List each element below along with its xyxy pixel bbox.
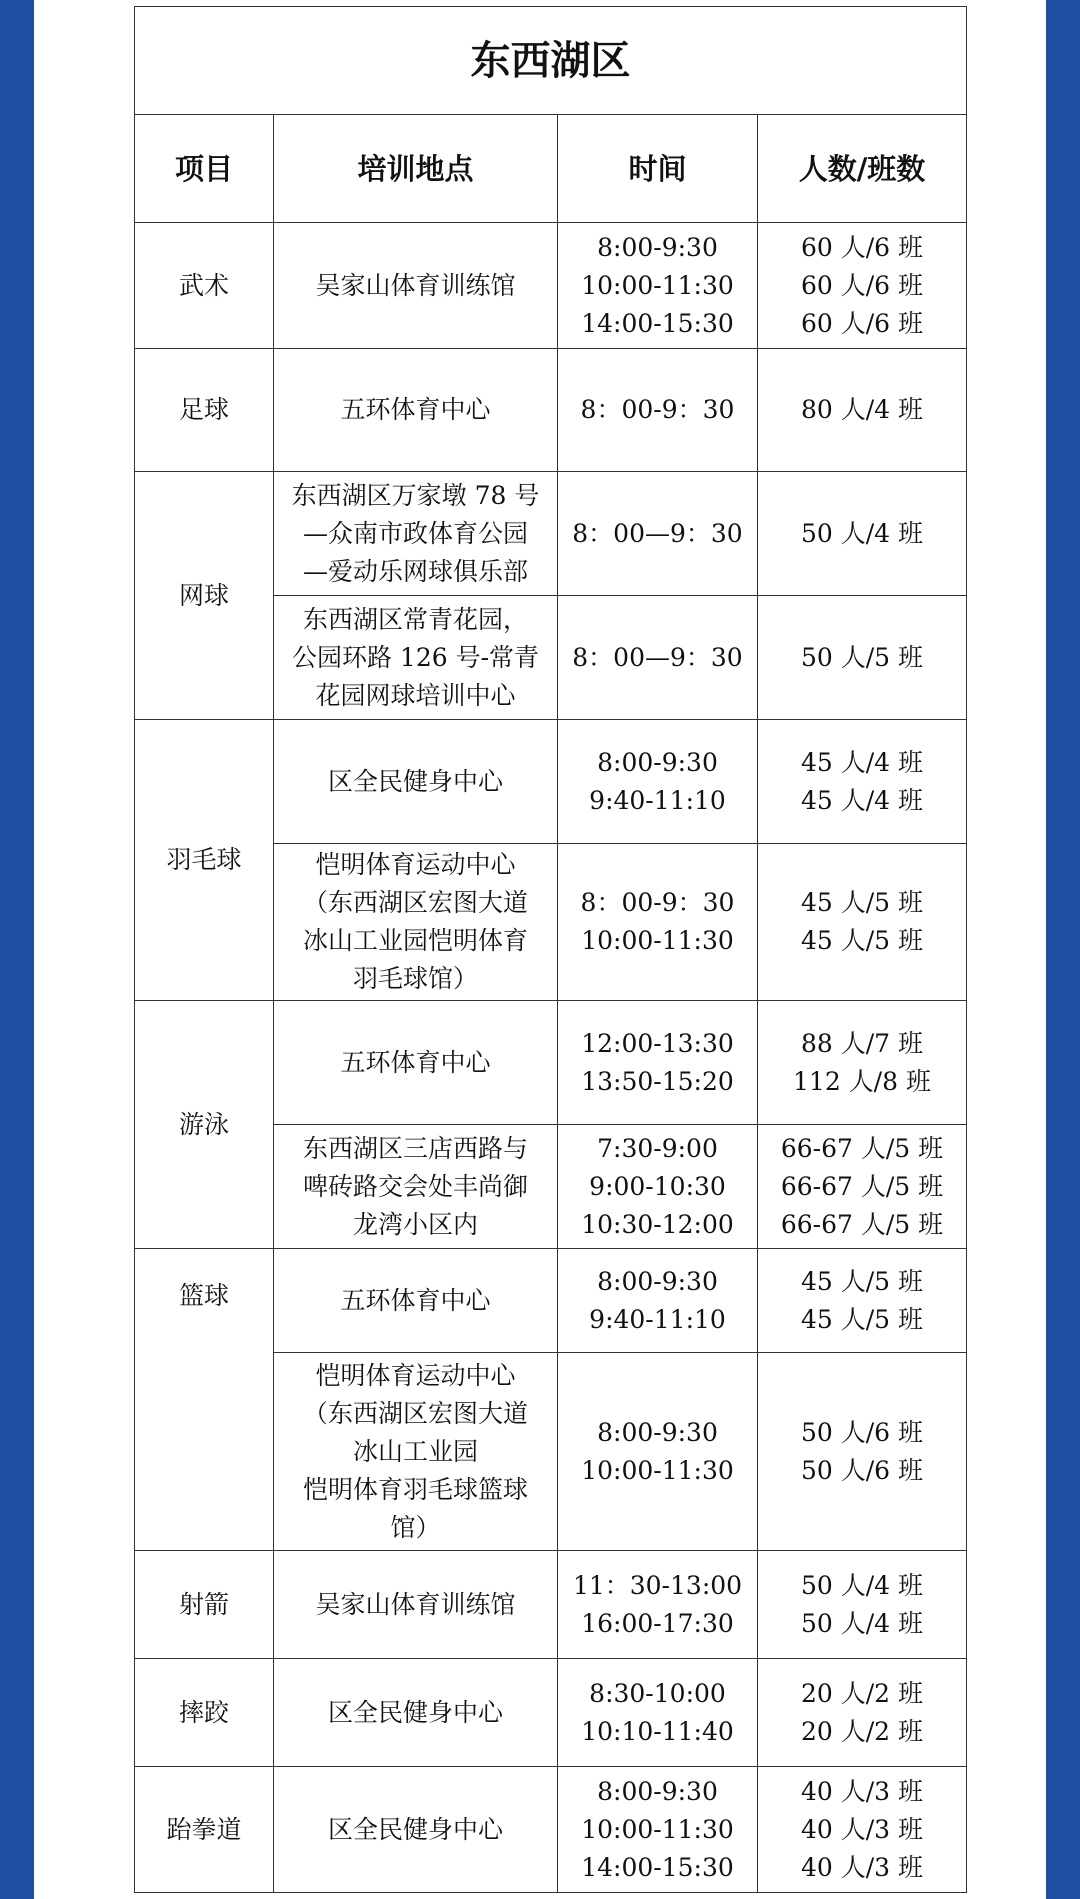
header-project: 项目 — [135, 115, 274, 223]
table-row — [135, 1659, 967, 1767]
project-cell: 篮球 — [135, 1249, 274, 1551]
count-cell: 50 人/4 班 50 人/4 班 — [758, 1551, 967, 1659]
time-cell: 8:00-9:30 10:00-11:30 14:00-15:30 — [558, 223, 758, 349]
time-cell: 8:00-9:30 10:00-11:30 14:00-15:30 — [558, 1767, 758, 1893]
schedule-table — [134, 6, 967, 1893]
table-row — [135, 1551, 967, 1659]
time-cell: 8:00-9:30 10:00-11:30 — [558, 1353, 758, 1551]
location-cell: 五环体育中心 — [274, 349, 558, 472]
time-cell: 8:00-9:30 9:40-11:10 — [558, 720, 758, 844]
location-cell: 区全民健身中心 — [274, 1659, 558, 1767]
count-cell: 60 人/6 班 60 人/6 班 60 人/6 班 — [758, 223, 967, 349]
time-cell: 8:30-10:00 10:10-11:40 — [558, 1659, 758, 1767]
count-cell: 50 人/4 班 — [758, 472, 967, 596]
location-cell: 东西湖区万家墩 78 号 —众南市政体育公园 —爱动乐网球俱乐部 — [274, 472, 558, 596]
title-row — [135, 7, 967, 115]
count-cell: 80 人/4 班 — [758, 349, 967, 472]
document-page — [34, 0, 1046, 1899]
project-cell: 游泳 — [135, 1001, 274, 1249]
header-count: 人数/班数 — [758, 115, 967, 223]
time-cell: 8：00—9：30 — [558, 596, 758, 720]
location-cell: 五环体育中心 — [274, 1001, 558, 1125]
count-cell: 66-67 人/5 班 66-67 人/5 班 66-67 人/5 班 — [758, 1125, 967, 1249]
location-cell: 东西湖区常青花园， 公园环路 126 号-常青 花园网球培训中心 — [274, 596, 558, 720]
project-cell: 跆拳道 — [135, 1767, 274, 1893]
location-cell: 区全民健身中心 — [274, 1767, 558, 1893]
location-cell: 恺明体育运动中心 （东西湖区宏图大道 冰山工业园 恺明体育羽毛球篮球 馆） — [274, 1353, 558, 1551]
time-cell: 8:00-9:30 9:40-11:10 — [558, 1249, 758, 1353]
project-cell: 足球 — [135, 349, 274, 472]
project-cell: 武术 — [135, 223, 274, 349]
time-cell: 8：00-9：30 10:00-11:30 — [558, 844, 758, 1001]
header-row — [135, 115, 967, 223]
project-cell: 摔跤 — [135, 1659, 274, 1767]
count-cell: 88 人/7 班 112 人/8 班 — [758, 1001, 967, 1125]
count-cell: 40 人/3 班 40 人/3 班 40 人/3 班 — [758, 1767, 967, 1893]
header-location: 培训地点 — [274, 115, 558, 223]
project-cell: 网球 — [135, 472, 274, 720]
count-cell: 50 人/5 班 — [758, 596, 967, 720]
time-cell: 11：30-13:00 16:00-17:30 — [558, 1551, 758, 1659]
location-cell: 东西湖区三店西路与 啤砖路交会处丰尚御 龙湾小区内 — [274, 1125, 558, 1249]
time-cell: 8：00—9：30 — [558, 472, 758, 596]
table-row — [135, 1767, 967, 1893]
table-row — [135, 1001, 967, 1125]
location-cell: 区全民健身中心 — [274, 720, 558, 844]
location-cell: 五环体育中心 — [274, 1249, 558, 1353]
table-row — [135, 472, 967, 596]
table-row — [135, 223, 967, 349]
project-cell: 射箭 — [135, 1551, 274, 1659]
count-cell: 20 人/2 班 20 人/2 班 — [758, 1659, 967, 1767]
location-cell: 吴家山体育训练馆 — [274, 1551, 558, 1659]
time-cell: 12:00-13:30 13:50-15:20 — [558, 1001, 758, 1125]
count-cell: 45 人/5 班 45 人/5 班 — [758, 1249, 967, 1353]
table-row — [135, 720, 967, 844]
location-cell: 恺明体育运动中心 （东西湖区宏图大道 冰山工业园恺明体育 羽毛球馆） — [274, 844, 558, 1001]
project-cell: 羽毛球 — [135, 720, 274, 1001]
count-cell: 50 人/6 班 50 人/6 班 — [758, 1353, 967, 1551]
table-title: 东西湖区 — [135, 7, 967, 115]
table-row — [135, 1249, 967, 1353]
time-cell: 8：00-9：30 — [558, 349, 758, 472]
count-cell: 45 人/4 班 45 人/4 班 — [758, 720, 967, 844]
count-cell: 45 人/5 班 45 人/5 班 — [758, 844, 967, 1001]
time-cell: 7:30-9:00 9:00-10:30 10:30-12:00 — [558, 1125, 758, 1249]
location-cell: 吴家山体育训练馆 — [274, 223, 558, 349]
table-row — [135, 349, 967, 472]
header-time: 时间 — [558, 115, 758, 223]
